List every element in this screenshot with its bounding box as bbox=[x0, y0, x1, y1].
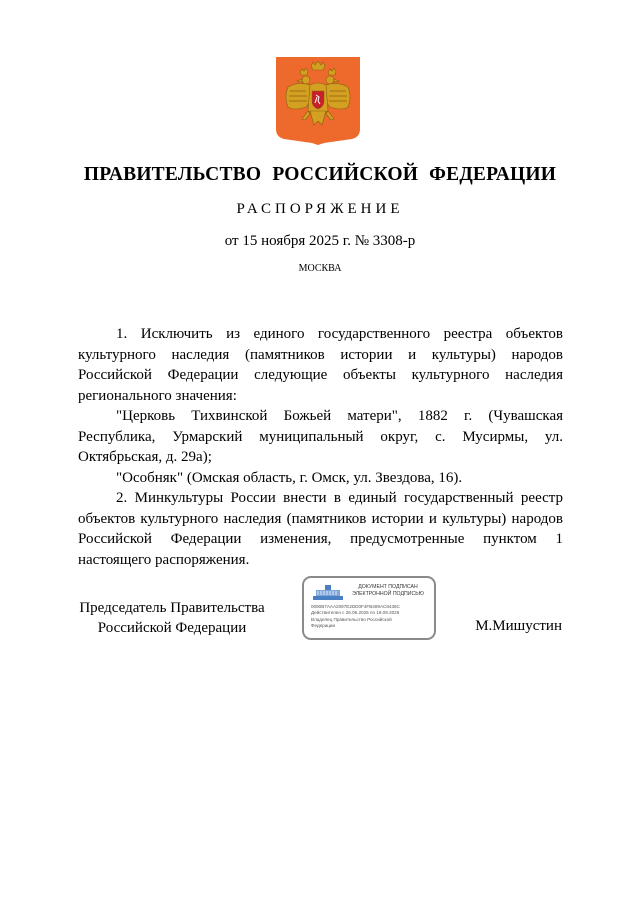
signer-title-line-2: Российской Федерации bbox=[97, 620, 247, 636]
city: МОСКВА bbox=[298, 263, 342, 274]
paragraph-2: "Церковь Тихвинской Божьей матери", 1882 г. (Чувашская Республика, Урмарский муниципальный округ, с. Мусирмы, ул. Октябрьская, д. 29а); bbox=[78, 408, 563, 465]
stamp-heading bbox=[344, 584, 432, 598]
russian-coat-of-arms-icon bbox=[276, 57, 360, 145]
document-type: РАСПОРЯЖЕНИЕ bbox=[236, 201, 404, 217]
paragraph-3: "Особняк" (Омская область, г. Омск, ул. Звездова, 16). bbox=[116, 469, 463, 486]
stamp-certificate: 0080B7AAA2097E2DD0F4FB489AC8436C bbox=[311, 604, 400, 609]
signer-title bbox=[78, 598, 266, 638]
electronic-signature-stamp bbox=[302, 576, 436, 640]
signer-title-line-1: Председатель Правительства bbox=[79, 600, 265, 616]
government-building-icon bbox=[313, 584, 343, 600]
stamp-owner-line-1: Владелец Правительство Российской bbox=[311, 616, 392, 622]
date-and-number: от 15 ноября 2025 г. № 3308-р bbox=[224, 233, 416, 249]
stamp-details bbox=[311, 604, 435, 629]
paragraph-4: 2. Минкультуры России внести в единый государственный реестр объектов культурного наследия (памятников истории и культуры) народов Российской Федерации изменения, предусмотренные пунктом 1 настоящего распоряжения. bbox=[78, 490, 563, 568]
stamp-owner-line-2: Федерации bbox=[311, 622, 336, 628]
stamp-heading-line-2: ЭЛЕКТРОННОЙ ПОДПИСЬЮ bbox=[352, 591, 424, 597]
paragraph-1: 1. Исключить из единого государственного реестра объектов культурного наследия (памятников истории и культуры) народов Российской Федерации следующие объекты культурного наследия регионального значения: bbox=[78, 326, 563, 404]
signer-name: М.Мишустин bbox=[475, 618, 562, 634]
document-body bbox=[78, 324, 563, 570]
stamp-validity: Действителен с 26.06.2025 по 19.09.2026 bbox=[311, 610, 400, 616]
government-title: ПРАВИТЕЛЬСТВО РОССИЙСКОЙ ФЕДЕРАЦИИ bbox=[83, 164, 557, 185]
stamp-heading-line-1: ДОКУМЕНТ ПОДПИСАН bbox=[358, 584, 418, 590]
